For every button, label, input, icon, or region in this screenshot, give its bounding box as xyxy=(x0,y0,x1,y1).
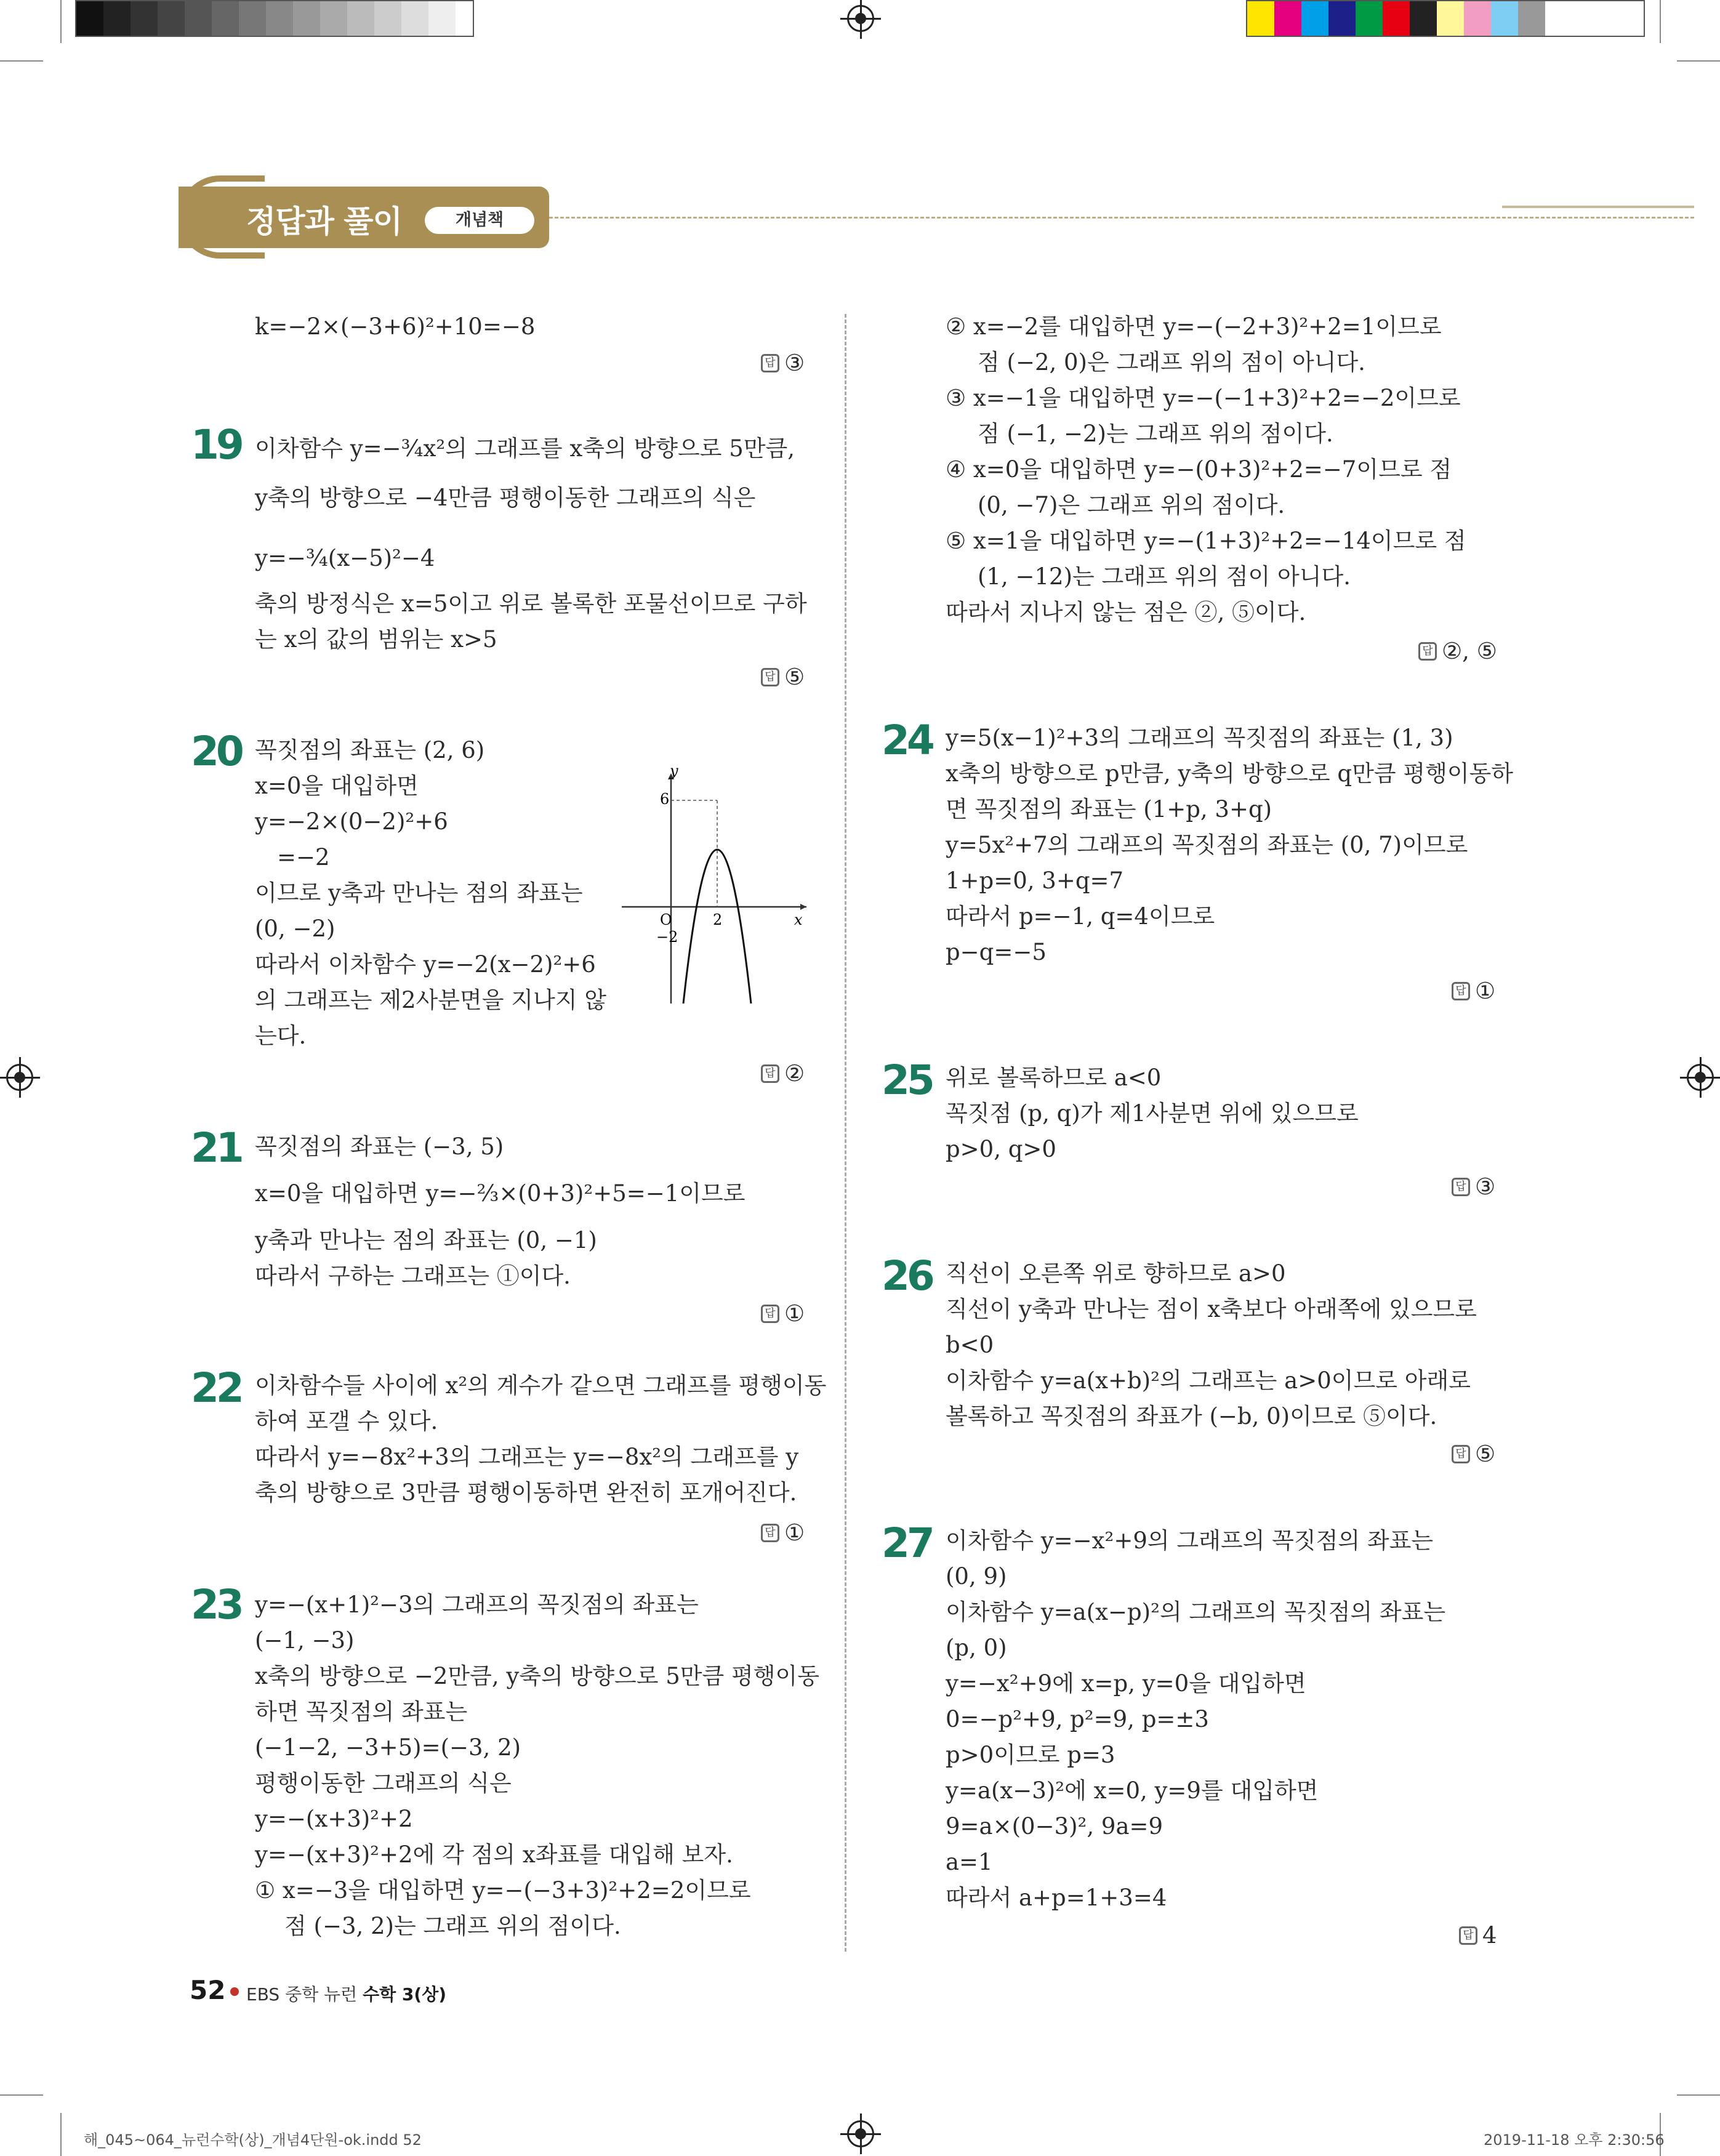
solution-line: 이므로 y축과 만나는 점의 좌표는 xyxy=(255,880,583,906)
solution-line: (−1−2, −3+5)=(−3, 2) xyxy=(255,1734,521,1761)
answer-value: ① xyxy=(784,1519,805,1546)
solution-line: x=0을 대입하면 xyxy=(255,773,419,799)
color-swatch xyxy=(1518,1,1545,36)
color-swatch xyxy=(401,1,428,36)
y-tick-label: 6 xyxy=(660,790,670,808)
color-swatch xyxy=(374,1,401,36)
color-swatch xyxy=(1356,1,1383,36)
solution-line: 는다. xyxy=(255,1023,307,1049)
section-badge: 개념책 xyxy=(425,207,534,234)
solution-line: y=a(x−3)²에 x=0, y=9를 대입하면 xyxy=(946,1777,1319,1804)
solution-line: 는 x의 값의 범위는 x>5 xyxy=(255,626,497,653)
solution-line: 꼭짓점의 좌표는 (−3, 5) xyxy=(255,1133,504,1160)
color-swatch xyxy=(1491,1,1518,36)
book-prefix: EBS 중학 뉴런 xyxy=(246,1984,363,2005)
color-swatch xyxy=(76,1,103,36)
answer-label xyxy=(761,1300,805,1327)
solution-line: 평행이동한 그래프의 식은 xyxy=(255,1770,512,1796)
solution-line: 이차함수 y=−¾x²의 그래프를 x축의 방향으로 5만큼, xyxy=(255,435,795,462)
color-swatch xyxy=(428,1,456,36)
color-swatch xyxy=(185,1,212,36)
crop-mark xyxy=(1677,2094,1720,2096)
answer-label xyxy=(1418,638,1497,664)
solution-line: 이차함수 y=a(x−p)²의 그래프의 꼭짓점의 좌표는 xyxy=(946,1599,1446,1625)
answer-mark-icon: 답 xyxy=(761,1524,779,1542)
color-swatch xyxy=(1410,1,1437,36)
solution-line: ② x=−2를 대입하면 y=−(−2+3)²+2=1이므로 xyxy=(946,313,1442,340)
answer-value: ③ xyxy=(784,350,805,376)
y-intercept-label: −2 xyxy=(656,928,678,946)
color-swatch xyxy=(212,1,239,36)
y-axis-label: y xyxy=(670,763,678,779)
color-swatch xyxy=(293,1,320,36)
solution-line: (1, −12)는 그래프 위의 점이 아니다. xyxy=(978,563,1351,590)
solution-line: 꼭짓점 (p, q)가 제1사분면 위에 있으므로 xyxy=(946,1100,1359,1127)
solution-line: =−2 xyxy=(277,844,330,871)
solution-line: a=1 xyxy=(946,1849,993,1875)
solution-line: 직선이 오른쪽 위로 향하므로 a>0 xyxy=(946,1260,1286,1287)
registration-mark-top xyxy=(847,5,874,32)
solution-line: 따라서 구하는 그래프는 ①이다. xyxy=(255,1263,571,1289)
answer-label xyxy=(1452,978,1495,1004)
crop-mark xyxy=(1677,60,1720,62)
registration-mark-right xyxy=(1687,1064,1714,1091)
solution-line: y=−(x+1)²−3의 그래프의 꼭짓점의 좌표는 xyxy=(255,1591,699,1618)
color-swatch xyxy=(1247,1,1274,36)
print-file-name: 해_045~064_뉴런수학(상)_개념4단원-ok.indd 52 xyxy=(84,2131,422,2149)
answer-value: ① xyxy=(1475,978,1496,1004)
solution-line: 이차함수 y=−x²+9의 그래프의 꼭짓점의 좌표는 xyxy=(946,1527,1434,1554)
answer-mark-icon: 답 xyxy=(1452,1445,1470,1463)
crop-mark xyxy=(60,0,62,43)
solution-line: 이차함수 y=a(x+b)²의 그래프는 a>0이므로 아래로 xyxy=(946,1367,1471,1394)
gray-swatch-bar xyxy=(75,0,474,37)
solution-line: 하여 포갤 수 있다. xyxy=(255,1408,438,1434)
solution-line: 따라서 p=−1, q=4이므로 xyxy=(946,903,1215,930)
crop-mark xyxy=(1660,0,1661,43)
solution-line: 따라서 y=−8x²+3의 그래프는 y=−8x²의 그래프를 y xyxy=(255,1444,799,1470)
color-swatch xyxy=(1274,1,1301,36)
solution-line: y=−¾(x−5)²−4 xyxy=(255,545,435,571)
solution-line: p−q=−5 xyxy=(946,939,1047,965)
color-swatch xyxy=(347,1,374,36)
color-swatch xyxy=(266,1,293,36)
solution-line: 의 그래프는 제2사분면을 지나지 않 xyxy=(255,987,606,1013)
answer-mark-icon: 답 xyxy=(1452,1178,1470,1196)
solution-line: (0, 9) xyxy=(946,1563,1007,1590)
answer-mark-icon: 답 xyxy=(761,1064,779,1083)
answer-label xyxy=(761,1519,805,1546)
problem-number: 25 xyxy=(882,1056,932,1104)
solution-line: 따라서 지나지 않는 점은 ②, ⑤이다. xyxy=(946,599,1306,625)
answer-value: ② xyxy=(784,1060,805,1087)
crop-mark xyxy=(60,2113,62,2156)
color-swatch xyxy=(1437,1,1464,36)
solution-line: x축의 방향으로 p만큼, y축의 방향으로 q만큼 평행이동하 xyxy=(946,760,1514,787)
solution-line: 9=a×(0−3)², 9a=9 xyxy=(946,1813,1163,1840)
header-rule-accent xyxy=(1502,206,1694,208)
solution-line: y=−(x+3)²+2 xyxy=(255,1806,413,1832)
parabola-graph xyxy=(622,763,819,1010)
problem-number: 27 xyxy=(882,1519,932,1567)
color-swatch xyxy=(131,1,158,36)
x-axis-label: x xyxy=(794,911,803,928)
answer-label xyxy=(1452,1441,1495,1467)
solution-line: (0, −7)은 그래프 위의 점이다. xyxy=(978,492,1285,518)
answer-value: ⑤ xyxy=(1475,1441,1496,1467)
crop-mark xyxy=(0,60,43,62)
solution-line: (0, −2) xyxy=(255,915,336,942)
problem-number: 24 xyxy=(882,717,932,764)
solution-line: (−1, −3) xyxy=(255,1627,355,1654)
solution-line: y축과 만나는 점의 좌표는 (0, −1) xyxy=(255,1227,597,1253)
x-tick-label: 2 xyxy=(713,911,723,928)
answer-mark-icon: 답 xyxy=(761,1305,779,1323)
print-timestamp: 2019-11-18 오후 2:30:56 xyxy=(1484,2131,1665,2149)
solution-line: 이차함수들 사이에 x²의 계수가 같으면 그래프를 평행이동 xyxy=(255,1372,827,1399)
answer-value: ⑤ xyxy=(784,664,805,690)
solution-line: 축의 방정식은 x=5이고 위로 볼록한 포물선이므로 구하 xyxy=(255,590,807,617)
solution-line: y=5(x−1)²+3의 그래프의 꼭짓점의 좌표는 (1, 3) xyxy=(946,725,1453,751)
solution-line: 1+p=0, 3+q=7 xyxy=(946,867,1124,894)
solution-line: x축의 방향으로 −2만큼, y축의 방향으로 5만큼 평행이동 xyxy=(255,1663,820,1689)
solution-line: ① x=−3을 대입하면 y=−(−3+3)²+2=2이므로 xyxy=(255,1877,751,1904)
answer-mark-icon: 답 xyxy=(761,668,779,686)
color-swatch-bar xyxy=(1246,0,1645,37)
problem-number: 21 xyxy=(191,1124,241,1172)
solution-line: y축의 방향으로 −4만큼 평행이동한 그래프의 식은 xyxy=(255,485,756,511)
answer-mark-icon: 답 xyxy=(1459,1926,1477,1945)
problem-number: 22 xyxy=(191,1364,241,1412)
problem-number: 20 xyxy=(191,728,241,775)
color-swatch xyxy=(1328,1,1356,36)
solution-line: 축의 방향으로 3만큼 평행이동하면 완전히 포개어진다. xyxy=(255,1479,797,1506)
book-title-bold: 수학 3(상) xyxy=(363,1984,447,2005)
color-swatch xyxy=(320,1,347,36)
column-divider xyxy=(845,314,846,1952)
color-swatch xyxy=(103,1,131,36)
solution-line: p>0, q>0 xyxy=(946,1136,1056,1162)
problem-number: 26 xyxy=(882,1252,932,1300)
color-swatch xyxy=(1464,1,1491,36)
registration-mark-left xyxy=(6,1064,33,1091)
crop-mark xyxy=(0,2094,43,2096)
solution-line: y=−x²+9에 x=p, y=0을 대입하면 xyxy=(946,1670,1306,1697)
solution-line: 꼭짓점의 좌표는 (2, 6) xyxy=(255,737,485,763)
solution-line: ④ x=0을 대입하면 y=−(0+3)²+2=−7이므로 점 xyxy=(946,456,1452,483)
solution-line: 따라서 a+p=1+3=4 xyxy=(946,1884,1167,1911)
answer-value: ① xyxy=(784,1300,805,1327)
answer-value: 4 xyxy=(1482,1922,1497,1949)
solution-line: ⑤ x=1을 대입하면 y=−(1+3)²+2=−14이므로 점 xyxy=(946,528,1466,554)
header-rule xyxy=(549,217,1694,219)
answer-label xyxy=(761,664,805,690)
solution-line: 볼록하고 꼭짓점의 좌표가 (−b, 0)이므로 ⑤이다. xyxy=(946,1403,1437,1430)
solution-line: y=−(x+3)²+2에 각 점의 x좌표를 대입해 보자. xyxy=(255,1841,733,1868)
color-swatch xyxy=(158,1,185,36)
answer-value: ②, ⑤ xyxy=(1442,638,1497,664)
solution-line: 하면 꼭짓점의 좌표는 xyxy=(255,1699,468,1725)
answer-label xyxy=(1452,1173,1495,1200)
section-title: 정답과 풀이 xyxy=(246,204,402,239)
solution-line: 0=−p²+9, p²=9, p=±3 xyxy=(946,1706,1209,1732)
registration-mark-bottom xyxy=(847,2120,874,2147)
solution-line: 직선이 y축과 만나는 점이 x축보다 아래쪽에 있으므로 xyxy=(946,1296,1477,1322)
bullet-dot-icon xyxy=(230,1987,239,1996)
answer-label xyxy=(761,1060,805,1087)
problem-number: 19 xyxy=(191,421,241,469)
color-swatch xyxy=(1383,1,1410,36)
solution-line: x=0을 대입하면 y=−⅔×(0+3)²+5=−1이므로 xyxy=(255,1180,745,1207)
solution-line: (p, 0) xyxy=(946,1635,1007,1661)
answer-mark-icon: 답 xyxy=(1452,982,1470,1000)
solution-line: ③ x=−1을 대입하면 y=−(−1+3)²+2=−2이므로 xyxy=(946,385,1461,411)
solution-line: 점 (−3, 2)는 그래프 위의 점이다. xyxy=(284,1913,621,1939)
solution-line: p>0이므로 p=3 xyxy=(946,1742,1115,1768)
solution-line: 점 (−2, 0)은 그래프 위의 점이 아니다. xyxy=(978,349,1365,376)
answer-label xyxy=(1459,1922,1497,1949)
book-title xyxy=(246,1981,446,2006)
color-swatch xyxy=(239,1,266,36)
problem-number: 23 xyxy=(191,1581,241,1628)
solution-line: 위로 볼록하므로 a<0 xyxy=(946,1064,1162,1091)
solution-line: b<0 xyxy=(946,1332,994,1358)
solution-line: k=−2×(−3+6)²+10=−8 xyxy=(255,313,536,340)
solution-line: 따라서 이차함수 y=−2(x−2)²+6 xyxy=(255,951,596,978)
answer-label xyxy=(761,350,805,376)
answer-mark-icon: 답 xyxy=(1418,642,1437,661)
page-number: 52 xyxy=(190,1975,226,2005)
origin-label: O xyxy=(660,911,672,928)
solution-line: 면 꼭짓점의 좌표는 (1+p, 3+q) xyxy=(946,796,1272,823)
answer-mark-icon: 답 xyxy=(761,354,779,372)
solution-line: y=−2×(0−2)²+6 xyxy=(255,808,448,835)
solution-line: y=5x²+7의 그래프의 꼭짓점의 좌표는 (0, 7)이므로 xyxy=(946,832,1468,858)
solution-line: 점 (−1, −2)는 그래프 위의 점이다. xyxy=(978,420,1333,447)
answer-value: ③ xyxy=(1475,1173,1496,1200)
color-swatch xyxy=(1301,1,1328,36)
x-axis-arrow-icon xyxy=(800,904,806,910)
